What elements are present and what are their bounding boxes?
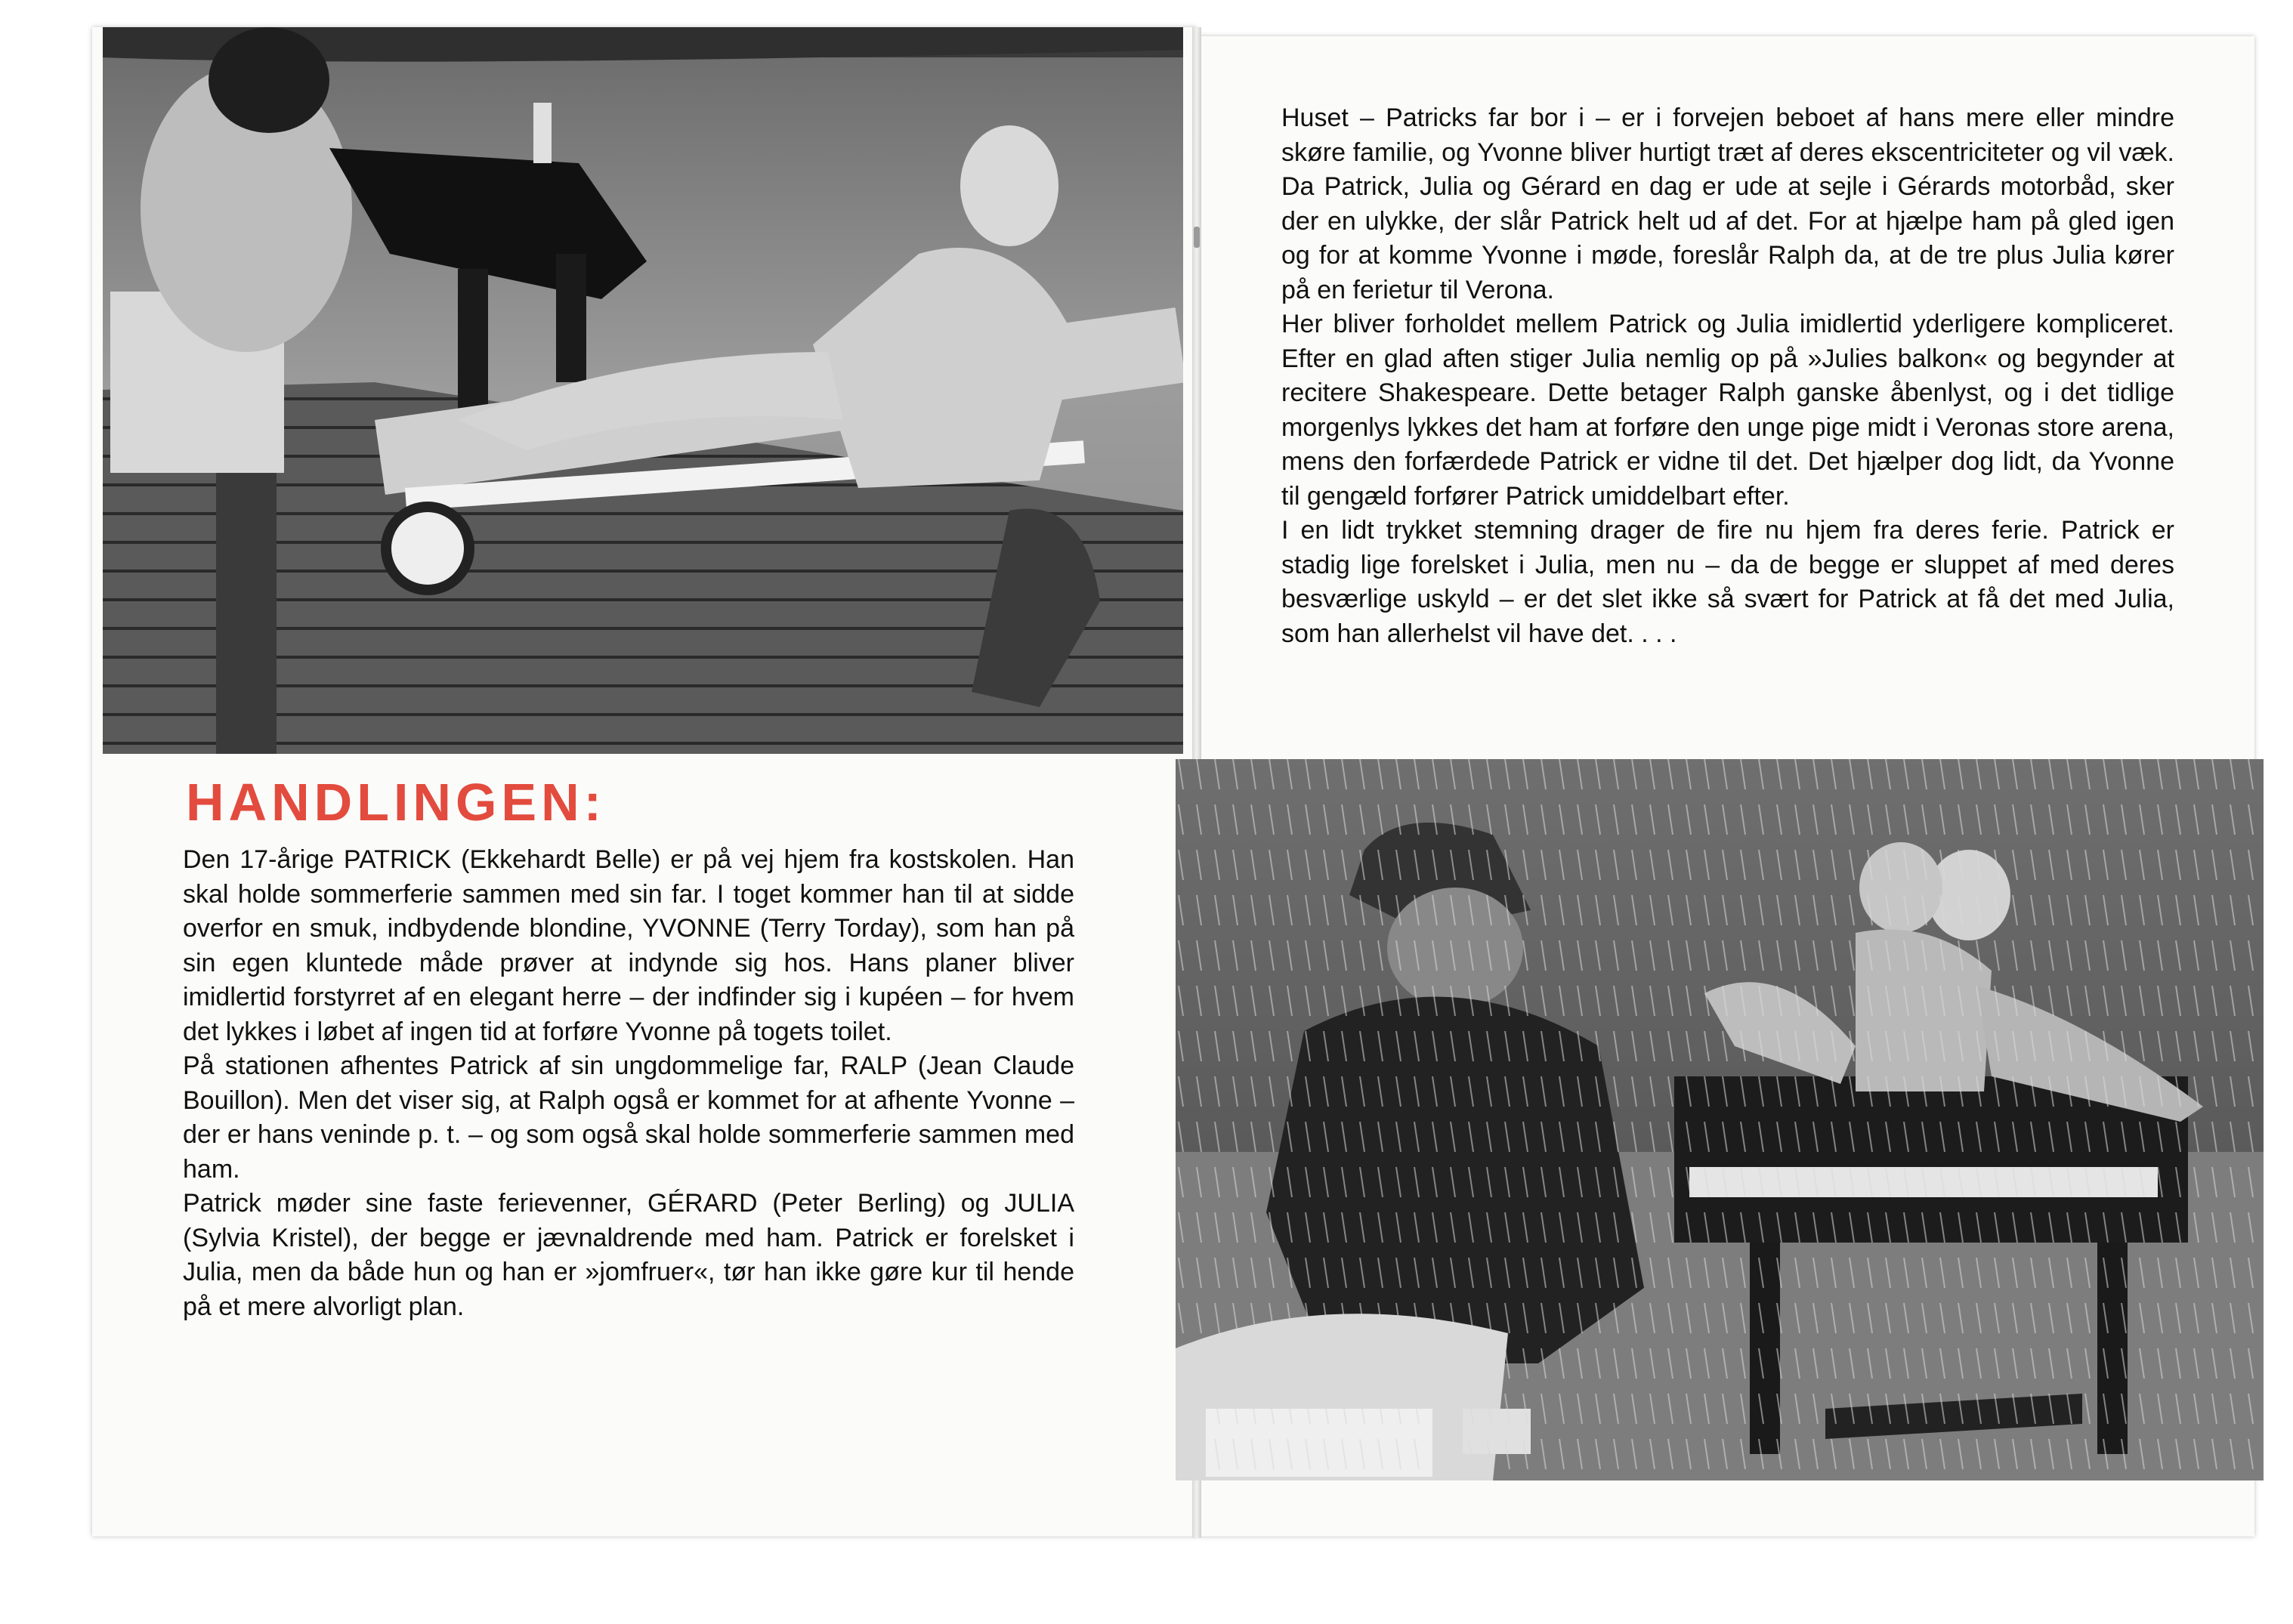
left-page-body	[183, 843, 1074, 1324]
left-paragraph-1: Den 17-årige PATRICK (Ekkehardt Belle) er på vej hjem fra kostskolen. Han skal holde sommerferie sammen med sin far. I toget kommer han til at sidde overfor en smuk, indbydende blondine, YVONNE (Terry Torday), som han på sin egen kluntede måde prøver at indynde sig hos. Hans planer bliver imidlertid forstyrret af en elegant herre – der indfinder sig i kupéen – for hvem det lykkes i løbet af ingen tid at forføre Yvonne på togets toilet.	[183, 845, 1074, 1046]
right-page-body	[1281, 101, 2174, 651]
right-paragraph-1: Huset – Patricks far bor i – er i forvejen beboet af hans mere eller mindre skøre familie, og Yvonne bliver hurtigt træt af deres ekscentriciteter og vil væk. Da Patrick, Julia og Gérard en dag er ude at sejle i Gérards motorbåd, sker der en ulykke, der slår Patrick helt ud af det. For at hjælpe ham på gled igen og for at komme Yvonne i møde, foreslår Ralph da, at de tre plus Julia kører på en ferietur til Verona.	[1281, 103, 2174, 304]
staple-top	[1194, 227, 1200, 248]
right-paragraph-2: Her bliver forholdet mellem Patrick og Julia imidlertid yderligere kompliceret. Efter en glad aften stiger Julia nemlig op på »Julies balkon« og begynder at recitere Shakespeare. Dette betager Ralph ganske åbenlyst, og i det tidlige morgenlys lykkes det ham at forføre den unge pige midt i Veronas store arena, mens den forfærdede Patrick er vidne til det. Det hjælper dog lidt, da Yvonne til gengæld forfører Patrick umiddelbart efter.	[1281, 310, 2174, 511]
section-heading: HANDLINGEN:	[186, 773, 606, 832]
left-paragraph-2: På stationen afhentes Patrick af sin ungdommelige far, RALP (Jean Claude Bouillon). Men det viser sig, at Ralph også er kommet for at afhente Yvonne – der er hans veninde p. t. – og som også skal holde sommerferie sammen med ham.	[183, 1051, 1074, 1184]
left-paragraph-3: Patrick møder sine faste ferievenner, GÉRARD (Peter Berling) og JULIA (Sylvia Kristel), der begge er jævnaldrende med ham. Patrick er forelsket i Julia, men da både hun og han er »jomfruer«, tør han ikke gøre kur til hende på et mere alvorligt plan.	[183, 1189, 1074, 1321]
photo-dock-piano	[103, 27, 1183, 754]
right-paragraph-3: I en lidt trykket stemning drager de fire nu hjem fra deres ferie. Patrick er stadig lige forelsket i Julia, men nu – da de begge er sluppet af med deres besværlige uskyld – er det slet ikke så svært for Patrick at få det med Julia, som han allerhelst vil have det. . . .	[1281, 516, 2174, 648]
photo-rain-piano	[1176, 759, 2264, 1480]
